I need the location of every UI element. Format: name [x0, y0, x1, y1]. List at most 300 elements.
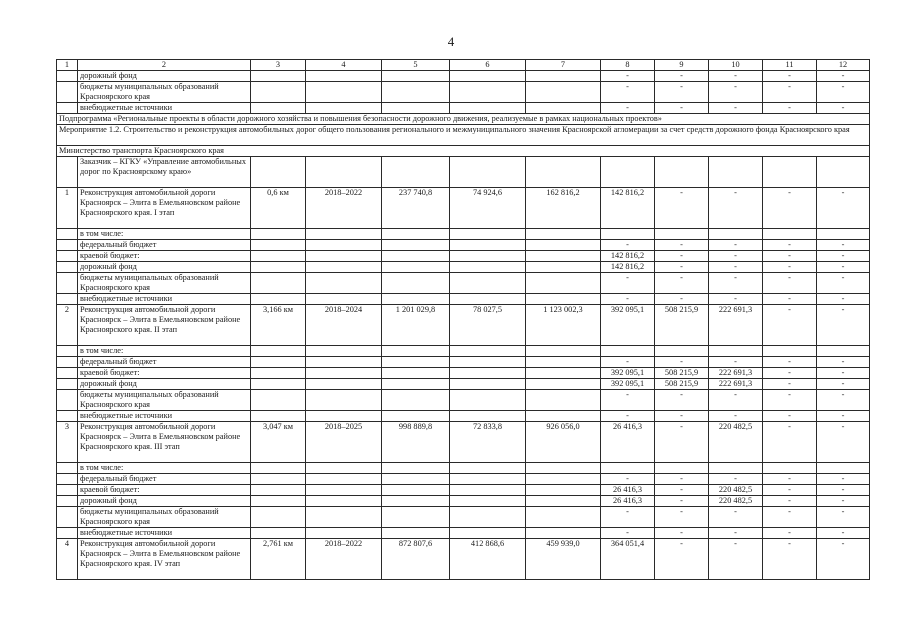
empty-cell	[655, 157, 709, 188]
value-cell: -	[763, 305, 817, 346]
project-length: 2,761 км	[251, 539, 306, 580]
value-cell: -	[817, 103, 870, 114]
empty-cell	[382, 379, 450, 390]
empty-cell	[251, 346, 306, 357]
empty-cell	[450, 71, 526, 82]
value-cell: -	[709, 251, 763, 262]
funding-row	[57, 496, 870, 507]
empty-cell	[450, 157, 526, 188]
number-cell	[57, 251, 78, 262]
value-cell: 142 816,2	[601, 262, 655, 273]
number-cell	[57, 496, 78, 507]
item-name-cell: федеральный бюджет	[78, 474, 251, 485]
funding-row	[57, 379, 870, 390]
value-cell: -	[655, 273, 709, 294]
value-cell: -	[655, 103, 709, 114]
item-name-cell: краевой бюджет:	[78, 485, 251, 496]
value-cell: 508 215,9	[655, 305, 709, 346]
empty-cell	[450, 528, 526, 539]
value-cell: -	[817, 294, 870, 305]
empty-cell	[306, 273, 382, 294]
value-cell: -	[655, 240, 709, 251]
empty-cell	[382, 262, 450, 273]
empty-cell	[306, 157, 382, 188]
empty-cell	[251, 103, 306, 114]
value-cell: -	[655, 411, 709, 422]
measure-row	[57, 125, 870, 146]
project-length: 3,166 км	[251, 305, 306, 346]
header-cell: 3	[251, 60, 306, 71]
item-name-cell: в том числе:	[78, 346, 251, 357]
empty-cell	[450, 485, 526, 496]
project-total-cost: 237 740,8	[382, 188, 450, 229]
value-cell: 392 095,1	[601, 368, 655, 379]
value-cell: -	[763, 240, 817, 251]
item-name-cell: внебюджетные источники	[78, 411, 251, 422]
project-total-cost: 872 807,6	[382, 539, 450, 580]
item-name-cell: краевой бюджет:	[78, 368, 251, 379]
empty-cell	[382, 71, 450, 82]
empty-cell	[382, 368, 450, 379]
value-cell: -	[709, 273, 763, 294]
empty-cell	[306, 368, 382, 379]
project-length: 3,047 км	[251, 422, 306, 463]
project-spent: 78 027,5	[450, 305, 526, 346]
value-cell	[601, 229, 655, 240]
funding-row	[57, 411, 870, 422]
value-cell: -	[763, 294, 817, 305]
project-number: 1	[57, 188, 78, 229]
funding-row	[57, 390, 870, 411]
empty-cell	[526, 229, 601, 240]
value-cell: -	[655, 251, 709, 262]
value-cell: 508 215,9	[655, 368, 709, 379]
subprogram-title: Подпрограмма «Региональные проекты в области дорожного хозяйства и повышения безопасности дорожного движения, реализуемые в рамках национальных проектов»	[57, 114, 870, 125]
number-cell	[57, 507, 78, 528]
value-cell: 392 095,1	[601, 305, 655, 346]
empty-cell	[306, 474, 382, 485]
empty-cell	[450, 357, 526, 368]
empty-cell	[306, 294, 382, 305]
item-name-cell: бюджеты муниципальных образований Красноярского края	[78, 82, 251, 103]
funding-row	[57, 463, 870, 474]
value-cell	[763, 346, 817, 357]
empty-cell	[306, 240, 382, 251]
empty-cell	[306, 357, 382, 368]
project-number: 2	[57, 305, 78, 346]
empty-cell	[526, 474, 601, 485]
page-number: 4	[447, 34, 455, 49]
empty-cell	[526, 82, 601, 103]
item-name-cell: в том числе:	[78, 229, 251, 240]
number-cell	[57, 346, 78, 357]
header-cell: 5	[382, 60, 450, 71]
value-cell: -	[763, 496, 817, 507]
empty-cell	[251, 82, 306, 103]
empty-cell	[526, 103, 601, 114]
empty-cell	[382, 294, 450, 305]
empty-cell	[382, 411, 450, 422]
empty-cell	[450, 463, 526, 474]
empty-cell	[526, 528, 601, 539]
item-name-cell: дорожный фонд	[78, 379, 251, 390]
value-cell	[817, 463, 870, 474]
value-cell: -	[763, 422, 817, 463]
item-name-cell: бюджеты муниципальных образований Красноярского края	[78, 390, 251, 411]
value-cell: -	[655, 474, 709, 485]
number-cell	[57, 390, 78, 411]
value-cell: 26 416,3	[601, 485, 655, 496]
project-spent: 72 833,8	[450, 422, 526, 463]
empty-cell	[382, 251, 450, 262]
project-total-cost: 998 889,8	[382, 422, 450, 463]
funding-row	[57, 507, 870, 528]
value-cell: -	[655, 71, 709, 82]
value-cell: -	[601, 507, 655, 528]
value-cell: -	[601, 71, 655, 82]
value-cell: -	[763, 390, 817, 411]
value-cell: 392 095,1	[601, 379, 655, 390]
header-cell: 9	[655, 60, 709, 71]
value-cell: -	[817, 379, 870, 390]
empty-cell	[306, 251, 382, 262]
empty-cell	[251, 294, 306, 305]
subprogram-row	[57, 114, 870, 125]
empty-cell	[382, 507, 450, 528]
empty-cell	[306, 262, 382, 273]
project-row	[57, 305, 870, 346]
empty-cell	[450, 390, 526, 411]
value-cell: -	[763, 379, 817, 390]
value-cell: -	[817, 528, 870, 539]
number-cell	[57, 103, 78, 114]
empty-cell	[450, 474, 526, 485]
header-row	[57, 60, 870, 71]
value-cell: -	[655, 539, 709, 580]
project-years: 2018–2022	[306, 188, 382, 229]
value-cell: -	[601, 103, 655, 114]
value-cell: -	[763, 82, 817, 103]
number-cell	[57, 240, 78, 251]
project-number: 4	[57, 539, 78, 580]
budget-table	[56, 59, 870, 580]
value-cell: -	[709, 82, 763, 103]
number-cell	[57, 528, 78, 539]
customer-cell: Заказчик – КГКУ «Управление автомобильных дорог по Красноярскому краю»	[78, 157, 251, 188]
funding-row	[57, 357, 870, 368]
empty-cell	[251, 368, 306, 379]
value-cell: -	[709, 474, 763, 485]
table-body	[57, 60, 870, 580]
empty-cell	[450, 346, 526, 357]
empty-cell	[526, 251, 601, 262]
value-cell: -	[817, 485, 870, 496]
empty-cell	[306, 229, 382, 240]
empty-cell	[251, 463, 306, 474]
value-cell	[763, 229, 817, 240]
funding-row	[57, 262, 870, 273]
value-cell: -	[709, 103, 763, 114]
empty-cell	[382, 157, 450, 188]
header-cell: 8	[601, 60, 655, 71]
number-cell	[57, 485, 78, 496]
empty-cell	[450, 229, 526, 240]
empty-cell	[251, 273, 306, 294]
value-cell: -	[709, 240, 763, 251]
empty-cell	[306, 379, 382, 390]
item-name-cell: внебюджетные источники	[78, 294, 251, 305]
value-cell: -	[817, 273, 870, 294]
ministry-title: Министерство транспорта Красноярского края	[57, 146, 870, 157]
empty-cell	[382, 390, 450, 411]
value-cell: -	[601, 273, 655, 294]
value-cell: -	[601, 294, 655, 305]
project-name: Реконструкция автомобильной дороги Красноярск – Элита в Емельяновском районе Красноярского края. IV этап	[78, 539, 251, 580]
item-name-cell: в том числе:	[78, 463, 251, 474]
number-cell	[57, 379, 78, 390]
project-spent: 412 868,6	[450, 539, 526, 580]
value-cell	[763, 463, 817, 474]
header-cell: 4	[306, 60, 382, 71]
empty-cell	[450, 411, 526, 422]
empty-cell	[450, 368, 526, 379]
value-cell: 26 416,3	[601, 496, 655, 507]
empty-cell	[526, 368, 601, 379]
value-cell: -	[655, 357, 709, 368]
empty-cell	[251, 157, 306, 188]
empty-cell	[251, 240, 306, 251]
empty-cell	[382, 528, 450, 539]
empty-cell	[450, 82, 526, 103]
empty-cell	[450, 379, 526, 390]
header-cell: 1	[57, 60, 78, 71]
empty-cell	[382, 82, 450, 103]
empty-cell	[526, 346, 601, 357]
value-cell: 26 416,3	[601, 422, 655, 463]
value-cell: -	[763, 188, 817, 229]
header-cell: 7	[526, 60, 601, 71]
funding-row	[57, 485, 870, 496]
empty-cell	[306, 507, 382, 528]
project-years: 2018–2025	[306, 422, 382, 463]
project-row	[57, 422, 870, 463]
value-cell: 220 482,5	[709, 496, 763, 507]
value-cell: -	[763, 528, 817, 539]
value-cell: -	[601, 357, 655, 368]
value-cell: 220 482,5	[709, 485, 763, 496]
value-cell: -	[655, 188, 709, 229]
value-cell: -	[709, 539, 763, 580]
funding-row	[57, 474, 870, 485]
project-total-cost: 1 201 029,8	[382, 305, 450, 346]
project-row	[57, 539, 870, 580]
value-cell: -	[763, 474, 817, 485]
value-cell: -	[817, 357, 870, 368]
value-cell: -	[655, 262, 709, 273]
header-cell: 11	[763, 60, 817, 71]
empty-cell	[526, 71, 601, 82]
value-cell: -	[763, 251, 817, 262]
project-row	[57, 188, 870, 229]
funding-row	[57, 82, 870, 103]
empty-cell	[306, 496, 382, 507]
empty-cell	[450, 294, 526, 305]
item-name-cell: дорожный фонд	[78, 71, 251, 82]
item-name-cell: бюджеты муниципальных образований Красноярского края	[78, 507, 251, 528]
empty-cell	[306, 82, 382, 103]
value-cell: -	[709, 262, 763, 273]
value-cell: -	[817, 507, 870, 528]
empty-cell	[306, 346, 382, 357]
empty-cell	[450, 251, 526, 262]
project-name: Реконструкция автомобильной дороги Красноярск – Элита в Емельяновском районе Красноярского края. I этап	[78, 188, 251, 229]
value-cell: -	[763, 368, 817, 379]
value-cell: -	[709, 390, 763, 411]
funding-row	[57, 251, 870, 262]
value-cell: -	[817, 82, 870, 103]
project-name: Реконструкция автомобильной дороги Красноярск – Элита в Емельяновском районе Красноярского края. II этап	[78, 305, 251, 346]
empty-cell	[526, 262, 601, 273]
project-number: 3	[57, 422, 78, 463]
number-cell	[57, 463, 78, 474]
value-cell	[655, 346, 709, 357]
empty-cell	[526, 411, 601, 422]
empty-cell	[382, 229, 450, 240]
value-cell: -	[817, 188, 870, 229]
empty-cell	[306, 103, 382, 114]
empty-cell	[306, 528, 382, 539]
value-cell: -	[817, 539, 870, 580]
measure-title: Мероприятие 1.2. Строительство и реконструкция автомобильных дорог общего пользования регионального и межмуниципального значения Красноярской агломерации за счет средств дорожного фонда Красноярского края	[57, 125, 870, 146]
project-name: Реконструкция автомобильной дороги Красноярск – Элита в Емельяновском районе Красноярского края. III этап	[78, 422, 251, 463]
empty-cell	[382, 346, 450, 357]
empty-cell	[251, 528, 306, 539]
value-cell: 222 691,3	[709, 379, 763, 390]
empty-cell	[526, 240, 601, 251]
value-cell: -	[601, 528, 655, 539]
value-cell: -	[655, 485, 709, 496]
empty-cell	[450, 262, 526, 273]
empty-cell	[251, 507, 306, 528]
value-cell	[709, 463, 763, 474]
value-cell: 222 691,3	[709, 368, 763, 379]
value-cell	[709, 346, 763, 357]
number-cell	[57, 474, 78, 485]
project-spent: 74 924,6	[450, 188, 526, 229]
header-cell: 10	[709, 60, 763, 71]
header-cell: 6	[450, 60, 526, 71]
empty-cell	[450, 103, 526, 114]
empty-cell	[382, 496, 450, 507]
empty-cell	[251, 379, 306, 390]
value-cell: -	[709, 188, 763, 229]
value-cell: -	[817, 474, 870, 485]
value-cell: -	[655, 390, 709, 411]
empty-cell	[382, 103, 450, 114]
value-cell: 220 482,5	[709, 422, 763, 463]
funding-row	[57, 103, 870, 114]
empty-cell	[763, 157, 817, 188]
empty-cell	[450, 496, 526, 507]
value-cell: -	[817, 368, 870, 379]
empty-cell	[526, 379, 601, 390]
empty-cell	[306, 411, 382, 422]
value-cell: -	[655, 528, 709, 539]
ministry-row	[57, 146, 870, 157]
number-cell	[57, 294, 78, 305]
empty-cell	[382, 240, 450, 251]
value-cell	[655, 463, 709, 474]
value-cell: -	[601, 411, 655, 422]
project-remaining: 926 056,0	[526, 422, 601, 463]
value-cell: -	[655, 496, 709, 507]
empty-cell	[251, 474, 306, 485]
value-cell: -	[763, 103, 817, 114]
value-cell: -	[709, 357, 763, 368]
empty-cell	[450, 507, 526, 528]
item-name-cell: дорожный фонд	[78, 262, 251, 273]
value-cell: -	[763, 262, 817, 273]
value-cell: -	[817, 390, 870, 411]
value-cell	[709, 229, 763, 240]
empty-cell	[526, 496, 601, 507]
value-cell: -	[709, 294, 763, 305]
item-name-cell: дорожный фонд	[78, 496, 251, 507]
empty-cell	[817, 157, 870, 188]
value-cell: -	[763, 507, 817, 528]
value-cell: -	[763, 411, 817, 422]
value-cell: -	[601, 474, 655, 485]
empty-cell	[306, 71, 382, 82]
empty-cell	[526, 273, 601, 294]
funding-row	[57, 528, 870, 539]
header-cell: 12	[817, 60, 870, 71]
empty-cell	[382, 357, 450, 368]
value-cell: -	[817, 71, 870, 82]
empty-cell	[251, 262, 306, 273]
project-years: 2018–2024	[306, 305, 382, 346]
value-cell: -	[601, 82, 655, 103]
value-cell: -	[817, 262, 870, 273]
value-cell: -	[817, 411, 870, 422]
empty-cell	[251, 485, 306, 496]
value-cell: -	[709, 507, 763, 528]
number-cell	[57, 71, 78, 82]
empty-cell	[382, 273, 450, 294]
empty-cell	[251, 496, 306, 507]
value-cell: -	[709, 71, 763, 82]
value-cell: -	[763, 539, 817, 580]
value-cell	[601, 463, 655, 474]
empty-cell	[306, 485, 382, 496]
funding-row	[57, 229, 870, 240]
value-cell: -	[601, 390, 655, 411]
value-cell	[817, 346, 870, 357]
funding-row	[57, 273, 870, 294]
value-cell: 364 051,4	[601, 539, 655, 580]
empty-cell	[450, 240, 526, 251]
number-cell	[57, 411, 78, 422]
project-remaining: 459 939,0	[526, 539, 601, 580]
value-cell: -	[709, 411, 763, 422]
header-cell: 2	[78, 60, 251, 71]
value-cell: -	[763, 71, 817, 82]
empty-cell	[709, 157, 763, 188]
value-cell: -	[655, 507, 709, 528]
item-name-cell: внебюджетные источники	[78, 528, 251, 539]
funding-row	[57, 368, 870, 379]
empty-cell	[382, 485, 450, 496]
